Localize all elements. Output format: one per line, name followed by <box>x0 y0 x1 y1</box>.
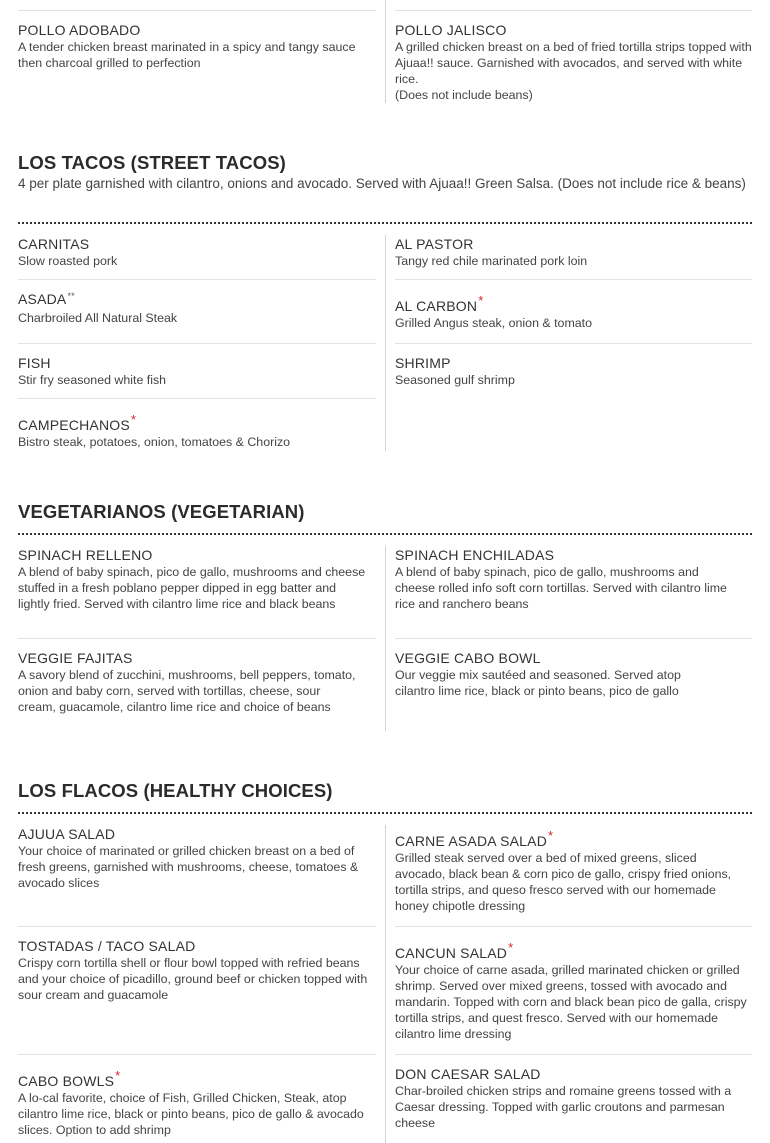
item-description: A savory blend of zucchini, mushrooms, bell peppers, tomato, onion and baby corn, served with tortillas, cheese, sour cream, guacamole, cilantro lime rice and choice of beans <box>18 668 356 714</box>
item-name-row <box>395 940 753 962</box>
menu-item-fish <box>18 355 376 388</box>
menu-item-al-carbon <box>395 293 753 331</box>
item-marker: * <box>548 828 554 843</box>
item-name-row <box>395 828 753 850</box>
item-name: POLLO ADOBADO <box>18 22 141 38</box>
item-marker: * <box>478 293 484 308</box>
item-description: Charbroiled All Natural Steak <box>18 311 178 325</box>
item-name: CARNE ASADA SALAD <box>395 833 548 849</box>
item-name-row <box>395 293 753 315</box>
section-divider <box>18 222 752 224</box>
item-marker: * <box>115 1068 121 1083</box>
menu-item-carne-asada-salad <box>395 828 753 914</box>
divider <box>18 1054 376 1055</box>
item-description: A grilled chicken breast on a bed of fried tortilla strips topped with Ajuaa!! sauce. Garnished with avocados, and served with white rice. <box>395 40 752 86</box>
menu-item-campechanos <box>18 412 376 450</box>
menu-item-veggie-cabo-bowl <box>395 650 753 699</box>
item-description: A tender chicken breast marinated in a spicy and tangy sauce then charcoal grilled to perfection <box>18 40 356 70</box>
menu-item-pollo-jalisco <box>395 22 753 103</box>
menu-item-al-pastor <box>395 236 753 269</box>
menu-item-spinach-enchiladas <box>395 547 753 612</box>
item-name: FISH <box>18 355 51 371</box>
menu-item-pollo-adobado <box>18 22 376 71</box>
item-description: Grilled Angus steak, onion & tomato <box>395 316 592 330</box>
item-description: Stir fry seasoned white fish <box>18 373 167 387</box>
item-description: Grilled steak served over a bed of mixed greens, sliced avocado, black bean & corn pico de gallo, crispy fried onions, tortilla strips, and queso fresco served with our homemade honey chipotle dressing <box>395 851 732 913</box>
menu-item-carnitas <box>18 236 376 269</box>
divider <box>395 638 752 639</box>
item-name: VEGGIE FAJITAS <box>18 650 133 666</box>
menu-item-don-caesar-salad <box>395 1066 753 1131</box>
item-name: CANCUN SALAD <box>395 945 508 961</box>
item-description: Seasoned gulf shrimp <box>395 373 515 387</box>
item-name-row <box>18 412 376 434</box>
item-description: Our veggie mix sautéed and seasoned. Served atop cilantro lime rice, black or pinto beans, pico de gallo <box>395 668 681 698</box>
item-description: A blend of baby spinach, pico de gallo, mushrooms and cheese stuffed in a fresh poblano pepper dipped in egg batter and lightly fried. Served with cilantro lime rice and black beans <box>18 565 366 611</box>
divider <box>18 926 376 927</box>
menu-item-cabo-bowls <box>18 1068 376 1138</box>
section-divider <box>18 812 752 814</box>
divider <box>18 398 376 399</box>
menu-item-veggie-fajitas <box>18 650 376 715</box>
column-divider <box>385 0 386 103</box>
menu-item-cancun-salad <box>395 940 753 1042</box>
item-name: TOSTADAS / TACO SALAD <box>18 938 196 954</box>
item-name: CARNITAS <box>18 236 90 252</box>
section-title-vegetarian: VEGETARIANOS (VEGETARIAN) <box>18 501 305 522</box>
item-note: (Does not include beans) <box>395 88 533 102</box>
item-description: Tangy red chile marinated pork loin <box>395 254 588 268</box>
item-description: A blend of baby spinach, pico de gallo, mushrooms and cheese rolled info soft corn tortillas. Served with cilantro lime rice and ranchero beans <box>395 565 727 611</box>
menu-item-shrimp <box>395 355 753 388</box>
item-name: DON CAESAR SALAD <box>395 1066 541 1082</box>
item-marker: * <box>130 412 137 427</box>
item-name: AL PASTOR <box>395 236 474 252</box>
menu-item-spinach-relleno <box>18 547 376 612</box>
column-divider <box>385 235 386 451</box>
divider <box>395 343 752 344</box>
item-name: SHRIMP <box>395 355 451 371</box>
item-name: CABO BOWLS <box>18 1073 115 1089</box>
divider <box>18 638 376 639</box>
item-name: AL CARBON <box>395 298 478 314</box>
item-name: ASADA <box>18 291 67 307</box>
item-description: Crispy corn tortilla shell or flour bowl topped with refried beans and your choice of picadillo, ground beef or chicken topped with sour cream and guacamole <box>18 956 368 1002</box>
divider <box>395 10 752 11</box>
item-name: POLLO JALISCO <box>395 22 507 38</box>
item-name-row <box>18 291 376 310</box>
item-name: CAMPECHANOS <box>18 417 130 433</box>
divider <box>18 279 376 280</box>
item-name: VEGGIE CABO BOWL <box>395 650 541 666</box>
menu-item-tostadas-taco-salad <box>18 938 376 1003</box>
item-description: Your choice of marinated or grilled chicken breast on a bed of fresh greens, garnished with mushrooms, cheese, tomatoes & avocado slices <box>18 844 359 890</box>
menu-item-asada <box>18 291 376 326</box>
divider <box>395 1054 752 1055</box>
item-description: A lo-cal favorite, choice of Fish, Grilled Chicken, Steak, atop cilantro lime rice, black or pinto beans, pico de gallo & avocado slices. Option to add shrimp <box>18 1091 364 1137</box>
item-name-row <box>18 1068 376 1090</box>
item-description: Bistro steak, potatoes, onion, tomatoes & Chorizo <box>18 435 291 449</box>
item-name: SPINACH RELLENO <box>18 547 153 563</box>
divider <box>18 343 376 344</box>
section-divider <box>18 533 752 535</box>
item-description: Your choice of carne asada, grilled marinated chicken or grilled shrimp. Served over mixed greens, tossed with avocado and mandarin. Topped with corn and black bean pico de galla, crispy tortilla strips, and quest fresco. Served with our homemade cilantro lime dressing <box>395 963 747 1041</box>
divider <box>18 10 376 11</box>
column-divider <box>385 546 386 731</box>
divider <box>395 279 752 280</box>
column-divider <box>385 825 386 1143</box>
divider <box>395 926 752 927</box>
item-marker: ** <box>67 291 75 301</box>
item-name: AJUUA SALAD <box>18 826 116 842</box>
item-description: Slow roasted pork <box>18 254 118 268</box>
item-marker: * <box>508 940 514 955</box>
item-name: SPINACH ENCHILADAS <box>395 547 555 563</box>
section-title-flacos: LOS FLACOS (HEALTHY CHOICES) <box>18 780 333 801</box>
menu-item-ajuua-salad <box>18 826 376 891</box>
section-note-tacos: 4 per plate garnished with cilantro, onions and avocado. Served with Ajuaa!! Green Salsa. (Does not include rice & beans) <box>18 176 746 191</box>
section-title-tacos: LOS TACOS (STREET TACOS) <box>18 152 286 173</box>
item-description: Char-broiled chicken strips and romaine greens tossed with a Caesar dressing. Topped with garlic croutons and parmesan cheese <box>395 1084 732 1130</box>
